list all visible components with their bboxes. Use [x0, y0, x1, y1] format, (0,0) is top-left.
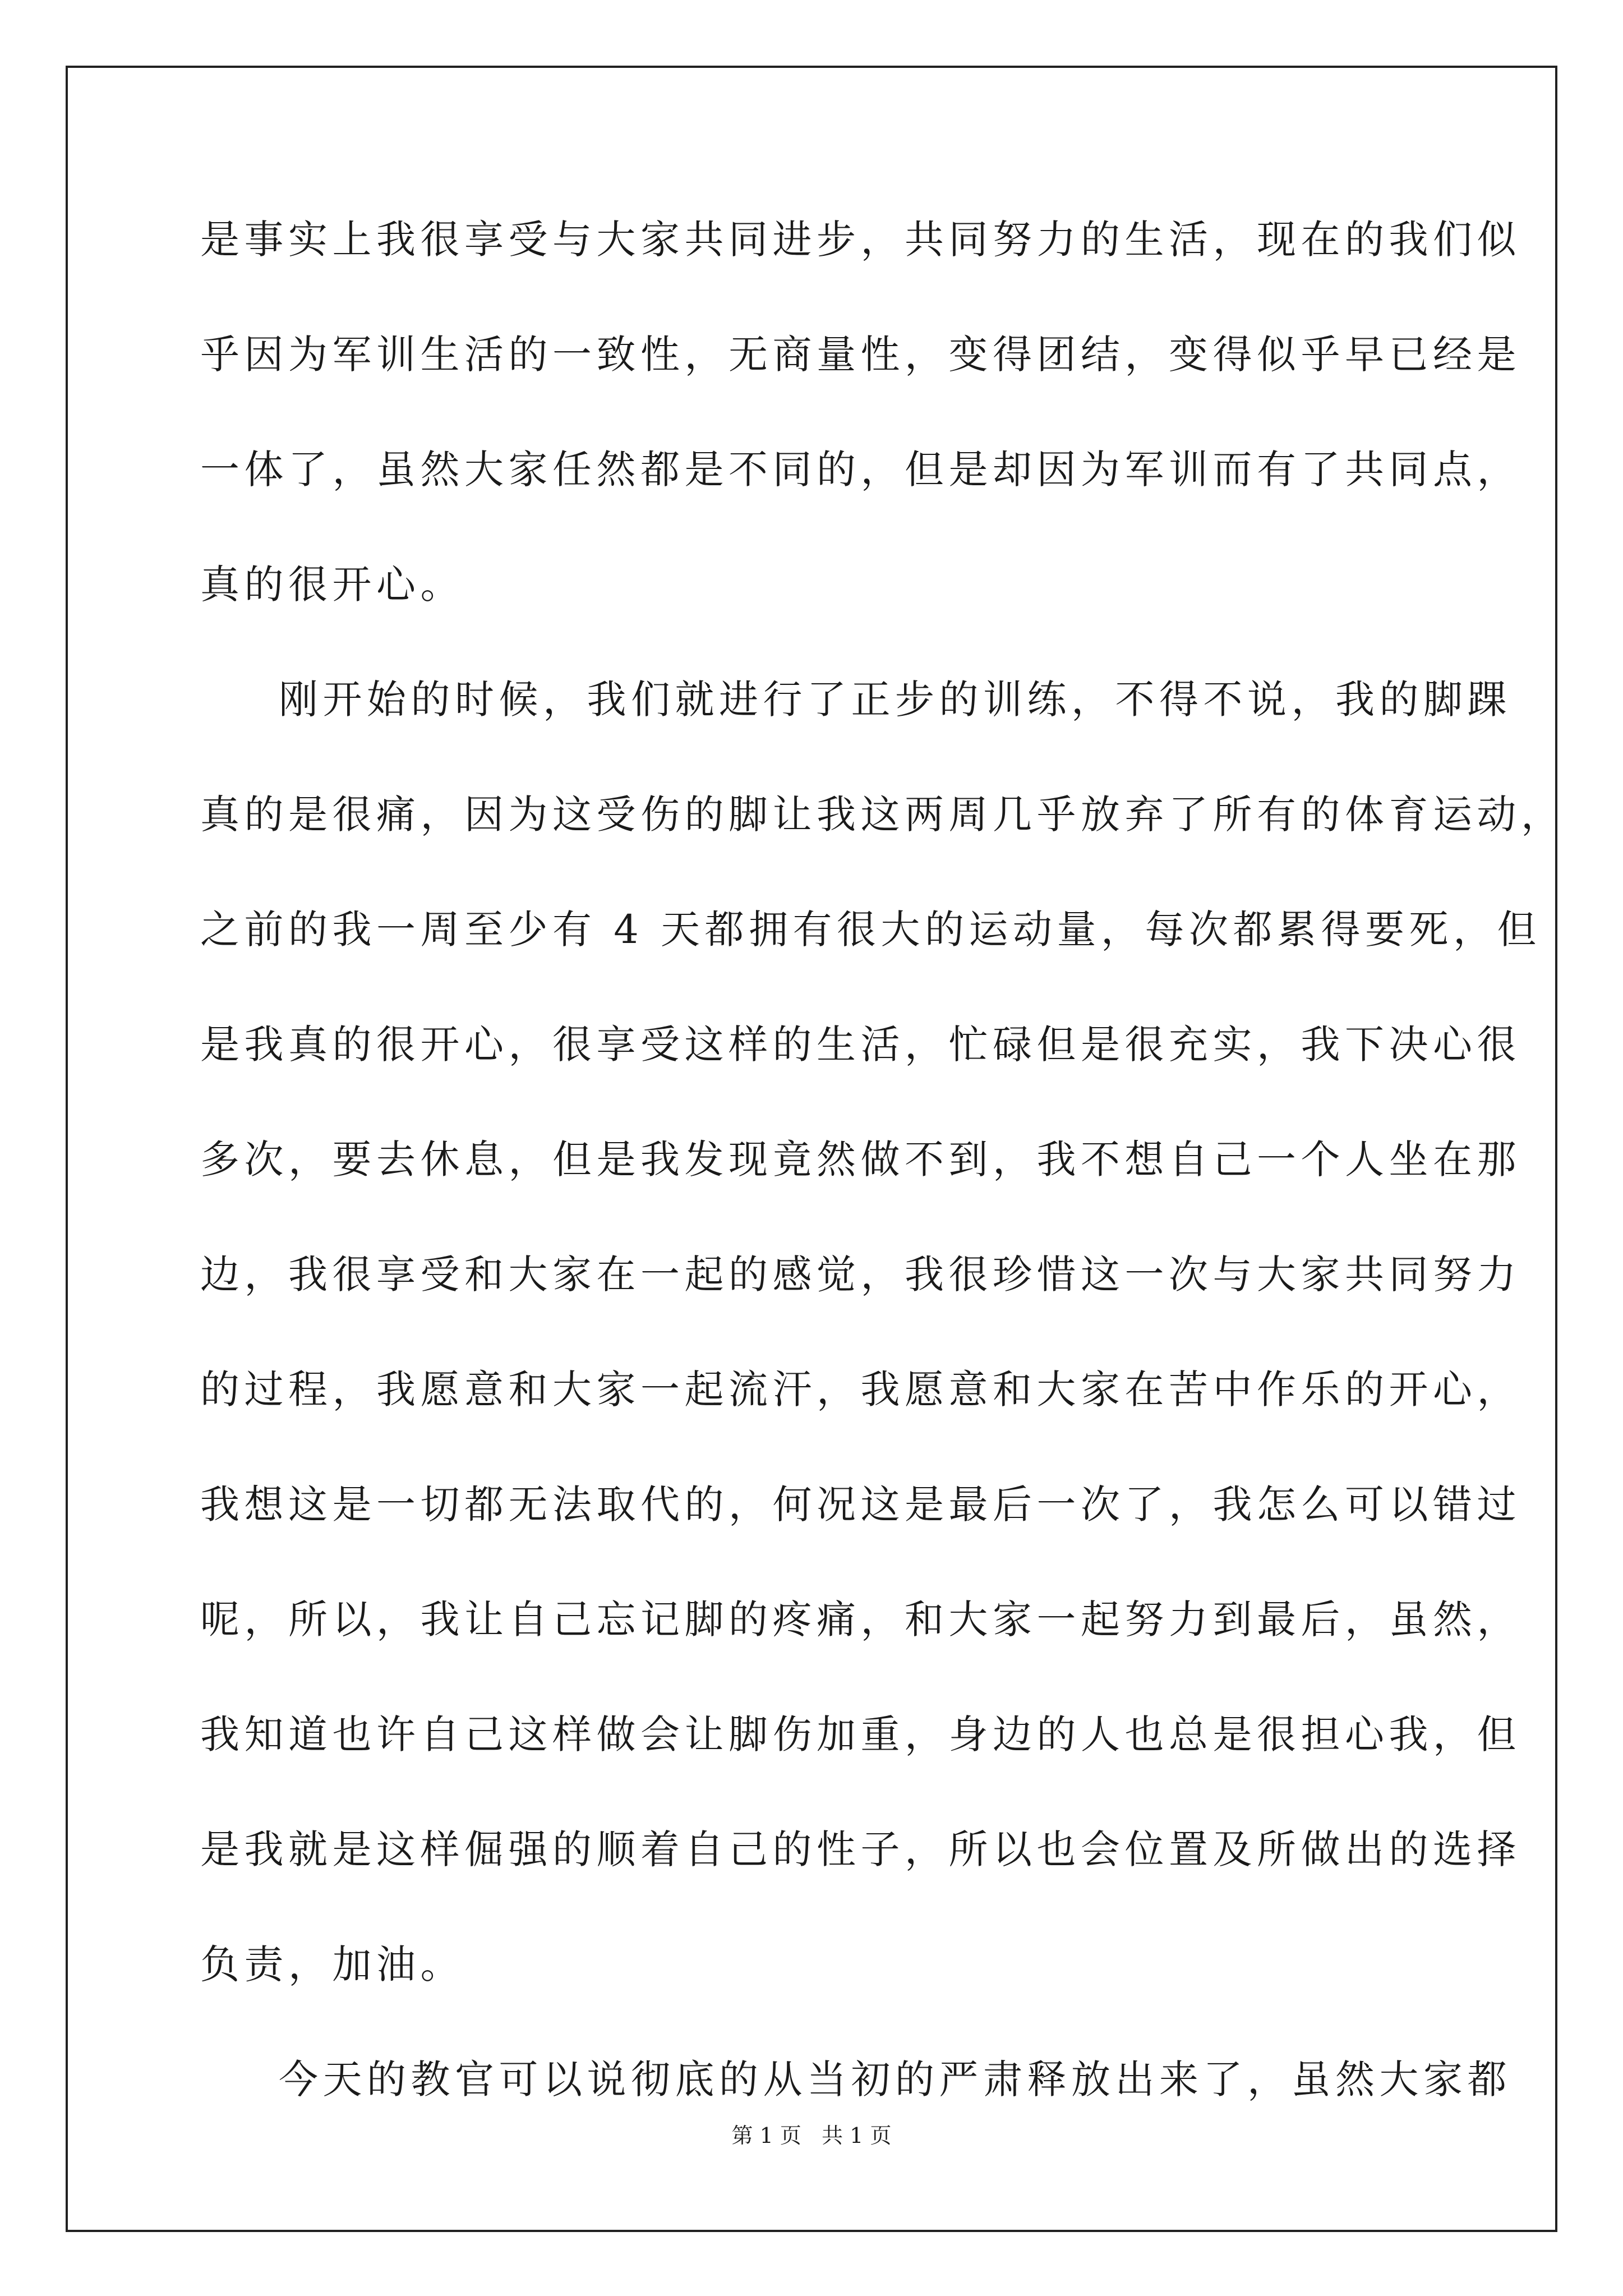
body-text-line: 边，我很享受和大家在一起的感觉，我很珍惜这一次与大家共同努力 [200, 1251, 1521, 1297]
body-text-line: 呢，所以，我让自己忘记脚的疼痛，和大家一起努力到最后，虽然， [200, 1596, 1521, 1642]
body-text-line: 是我真的很开心，很享受这样的生活，忙碌但是很充实，我下决心很 [200, 1022, 1521, 1068]
body-text-line: 的过程，我愿意和大家一起流汗，我愿意和大家在苦中作乐的开心， [200, 1366, 1521, 1412]
body-text-line: 之前的我一周至少有 4 天都拥有很大的运动量，每次都累得要死，但 [200, 907, 1542, 953]
body-text-line: 乎因为军训生活的一致性，无商量性，变得团结，变得似乎早已经是 [200, 332, 1521, 378]
body-text-line: 负责，加油。 [200, 1941, 464, 1987]
paragraph-first-line: 刚开始的时候，我们就进行了正步的训练，不得不说，我的脚踝 [279, 677, 1511, 723]
body-text-line: 多次，要去休息，但是我发现竟然做不到，我不想自己一个人坐在那 [200, 1137, 1521, 1182]
paragraph-first-line: 今天的教官可以说彻底的从当初的严肃释放出来了，虽然大家都 [279, 2056, 1511, 2102]
body-text-line: 真的是很痛，因为这受伤的脚让我这两周几乎放弃了所有的体育运动， [200, 792, 1565, 838]
body-text-line: 是事实上我很享受与大家共同进步，共同努力的生活，现在的我们似 [200, 217, 1521, 263]
body-text-line: 真的很开心。 [200, 562, 464, 608]
body-text-line: 我想这是一切都无法取代的，何况这是最后一次了，我怎么可以错过 [200, 1481, 1521, 1527]
page-number-footer: 第 1 页 共 1 页 [731, 2123, 892, 2148]
body-text-line: 是我就是这样倔强的顺着自己的性子，所以也会位置及所做出的选择 [200, 1826, 1521, 1872]
body-text-line: 我知道也许自己这样做会让脚伤加重，身边的人也总是很担心我，但 [200, 1711, 1521, 1757]
body-text-line: 一体了，虽然大家任然都是不同的，但是却因为军训而有了共同点， [200, 447, 1521, 493]
